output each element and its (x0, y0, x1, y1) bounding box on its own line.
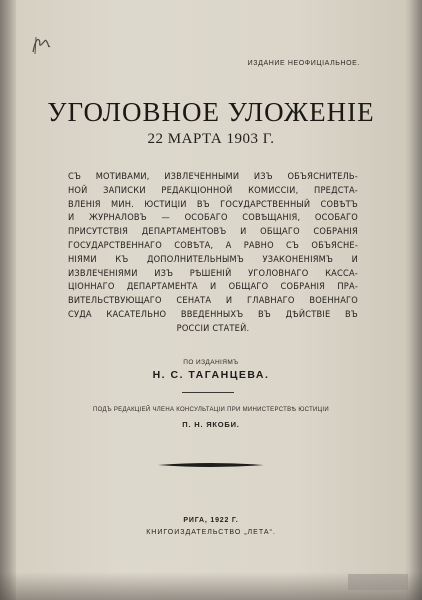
page-title: УГОЛОВНОЕ УЛОЖЕНІЕ (47, 97, 375, 127)
description-line: НІЯМИ КЪ ДОПОЛНИТЕЛЬНЫМЪ УЗАКОНЕНІЯМЪ И (68, 253, 358, 265)
description-line: ИЗВЛЕЧЕНІЯМИ ИЗЪ РѢШЕНІЙ УГОЛОВНАГО КАССА- (68, 267, 358, 279)
description-line: ВЛЕНІЯ МИН. ЮСТИЦІИ ВЪ ГОСУДАРСТВЕННЫЙ СОВѢТЪ (68, 198, 358, 210)
description-line: ГОСУДАРСТВЕННАГО СОВѢТА, А РАВНО СЪ ОБЪЯСНЕ- (68, 239, 358, 251)
page-edge (408, 0, 422, 600)
editor-name: П. Н. ЯКОБИ. (182, 420, 240, 429)
description-line: ПРИСУТСТВІЯ ДЕПАРТАМЕНТОВЪ И ОБЩАГО СОБРАНІЯ (68, 226, 358, 238)
description-line: РОССІИ СТАТЕЙ. (176, 322, 250, 334)
edition-note: ИЗДАНИЕ НЕОФИЦІАЛЬНОЕ. (247, 60, 360, 67)
ornamental-rule-icon (156, 460, 266, 470)
imprint-city-year: РИГА, 1922 Г. (183, 517, 239, 524)
description-line: ЦІОННАГО ДЕПАРТАМЕНТА И ОБЩАГО СОБРАНІЯ ПРА- (68, 281, 358, 293)
divider (182, 392, 234, 393)
handwritten-mark-icon (30, 34, 52, 56)
description-line: И ЖУРНАЛОВЪ — ОСОБАГО СОВѢЩАНІЯ, ОСОБАГО (68, 212, 358, 224)
page-subtitle: 22 МАРТА 1903 Г. (147, 131, 275, 147)
author-name: Н. С. ТАГАНЦЕВА. (152, 369, 270, 381)
description-block (68, 170, 358, 336)
imprint-publisher: КНИГОИЗДАТЕЛЬСТВО „ЛЕТА“. (146, 529, 276, 536)
description-line: СУДА КАСАТЕЛЬНО ВВЕДЕННЫХЪ ВЪ ДѢЙСТВІЕ ВЪ (68, 308, 358, 320)
description-line: НОЙ ЗАПИСКИ РЕДАКЦІОННОЙ КОМИССІИ, ПРЕДСТА- (68, 184, 358, 196)
book-binding (0, 0, 16, 600)
description-line: ВИТЕЛЬСТВУЮЩАГО СЕНАТА И ГЛАВНАГО ВОЕННАГО (68, 295, 358, 307)
by-edition-label: ПО ИЗДАНІЯМЪ (183, 359, 239, 366)
watermark-patch (348, 574, 408, 590)
editor-credit: ПОДЪ РЕДАКЦІЕЙ ЧЛЕНА КОНСУЛЬТАЦІИ ПРИ МИНИСТЕРСТВѢ ЮСТИЦІИ (93, 407, 329, 413)
description-line: СЪ МОТИВАМИ, ИЗВЛЕЧЕННЫМИ ИЗЪ ОБЪЯСНИТЕЛЬ- (68, 171, 358, 182)
